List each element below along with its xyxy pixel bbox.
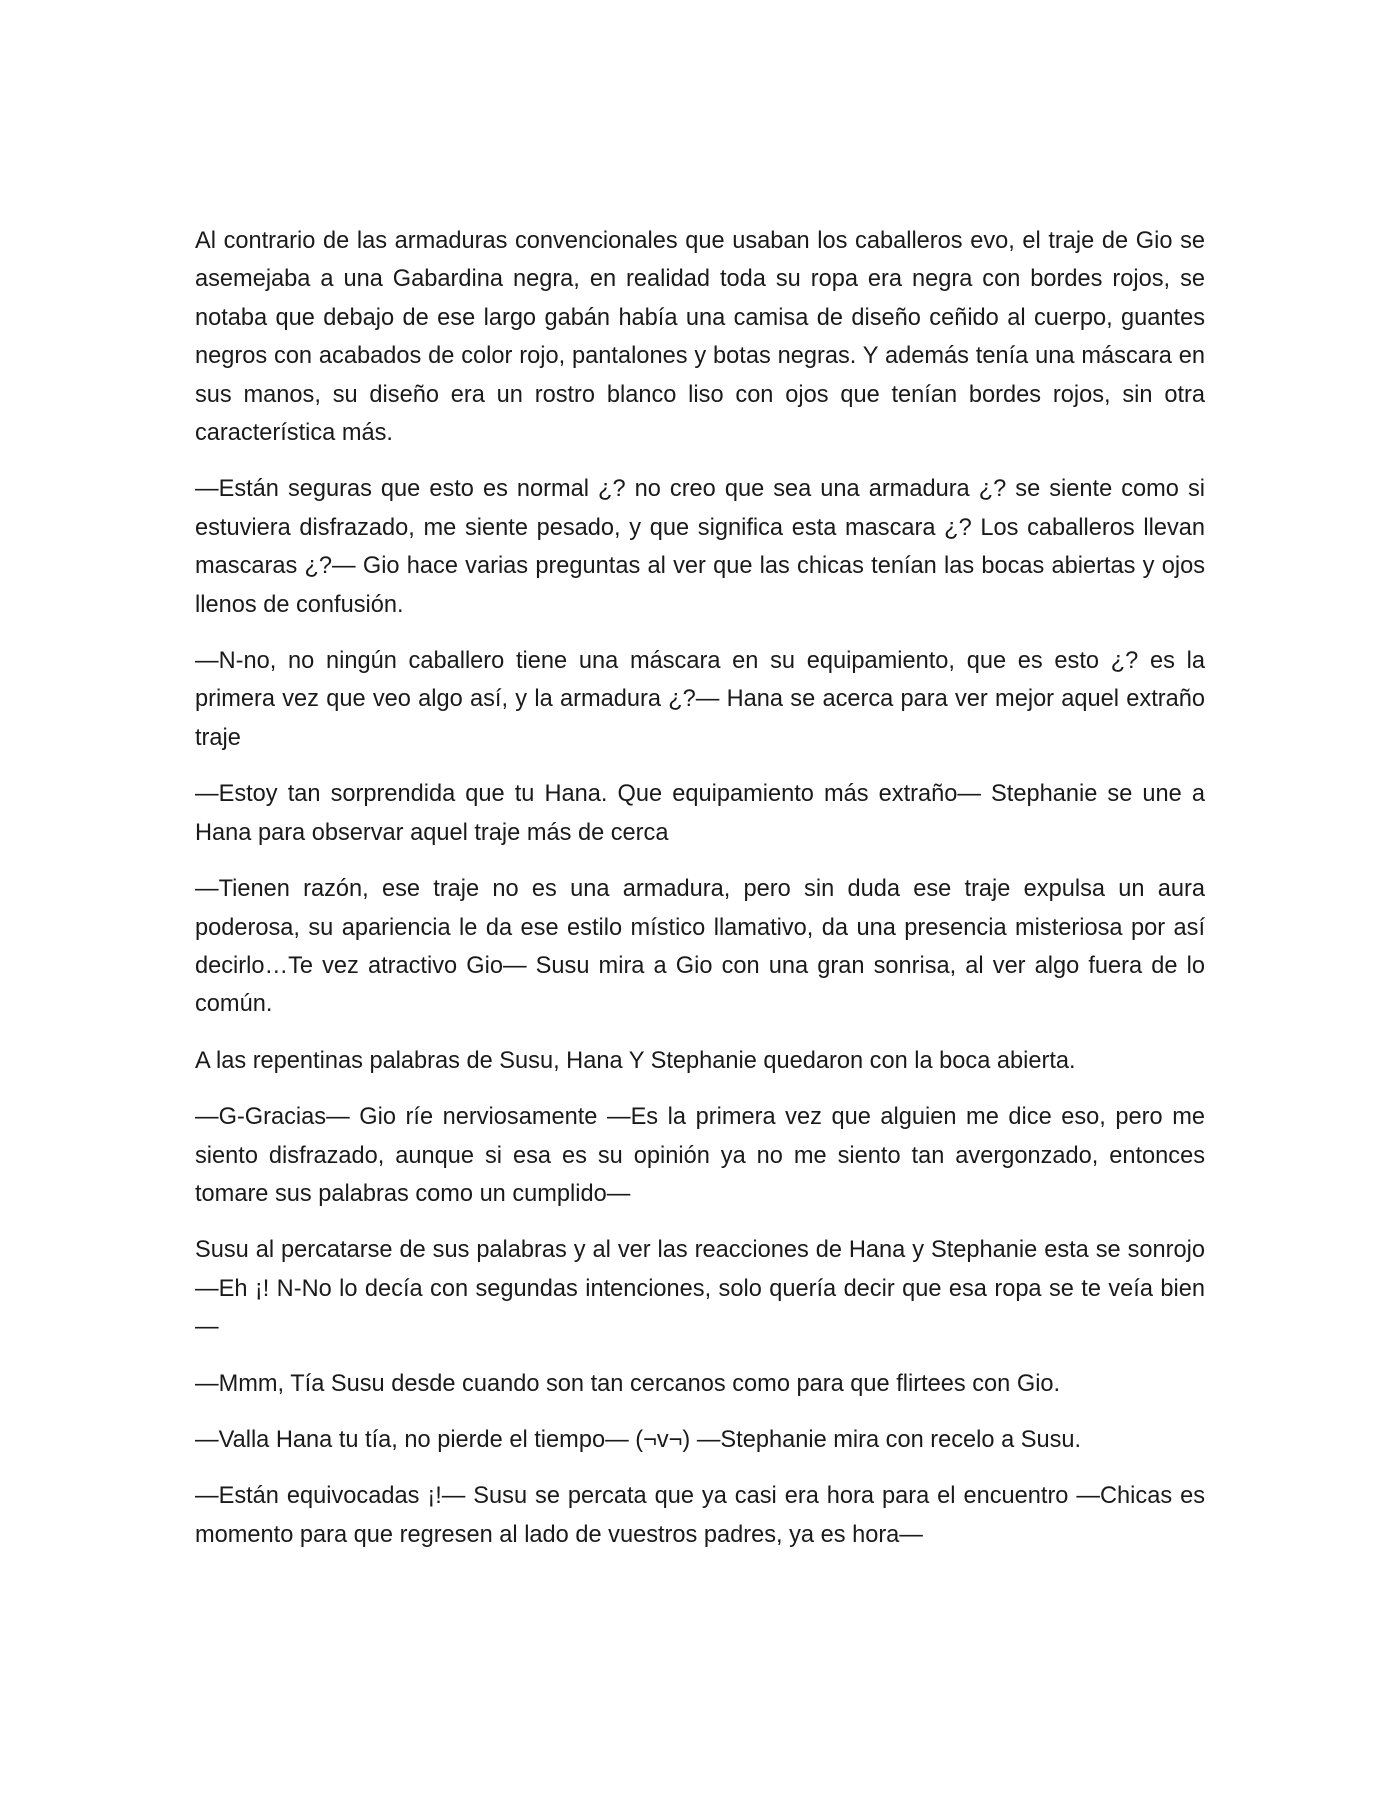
paragraph-1: Al contrario de las armaduras convencionales que usaban los caballeros evo, el traje de Gio se asemejaba a una Gabardina negra, en realidad toda su ropa era negra con bordes rojos, se notaba que debajo de ese largo gabán había una camisa de diseño ceñido al cuerpo, guantes negros con acabados de color rojo, pantalones y botas negras. Y además tenía una máscara en sus manos, su diseño era un rostro blanco liso con ojos que tenían bordes rojos, sin otra característica más. [195, 228, 1205, 447]
paragraph-6: A las repentinas palabras de Susu, Hana Y Stephanie quedaron con la boca abierta. [195, 1047, 1076, 1074]
paragraph-5: —Tienen razón, ese traje no es una armadura, pero sin duda ese traje expulsa un aura poderosa, su apariencia le da ese estilo místico llamativo, da una presencia misteriosa por así decirlo…Te vez atractivo Gio— Susu mira a Gio con una gran sonrisa, al ver algo fuera de lo común. [195, 876, 1205, 1018]
paragraph-2: —Están seguras que esto es normal ¿? no creo que sea una armadura ¿? se siente como si estuviera disfrazado, me siente pesado, y que significa esta mascara ¿? Los caballeros llevan mascaras ¿?— Gio hace varias preguntas al ver que las chicas tenían las bocas abiertas y ojos llenos de confusión. [195, 476, 1205, 618]
paragraph-10: —Valla Hana tu tía, no pierde el tiempo— (¬v¬) —Stephanie mira con recelo a Susu. [195, 1426, 1082, 1453]
paragraph-3: —N-no, no ningún caballero tiene una máscara en su equipamiento, que es esto ¿? es la primera vez que veo algo así, y la armadura ¿?— Hana se acerca para ver mejor aquel extraño traje [195, 648, 1205, 751]
paragraph-11: —Están equivocadas ¡!— Susu se percata que ya casi era hora para el encuentro —Chicas es momento para que regresen al lado de vuestros padres, ya es hora— [195, 1483, 1205, 1548]
document-page [195, 222, 1205, 1572]
paragraph-8: Susu al percatarse de sus palabras y al ver las reacciones de Hana y Stephanie esta se sonrojo —Eh ¡! N-No lo decía con segundas intenciones, solo quería decir que esa ropa se te veía bien— [195, 1237, 1205, 1341]
paragraph-7: —G-Gracias— Gio ríe nerviosamente —Es la primera vez que alguien me dice eso, pero me siento disfrazado, aunque si esa es su opinión ya no me siento tan avergonzado, entonces tomare sus palabras como un cumplido— [195, 1104, 1205, 1207]
paragraph-9: —Mmm, Tía Susu desde cuando son tan cercanos como para que flirtees con Gio. [195, 1370, 1061, 1397]
paragraph-4: —Estoy tan sorprendida que tu Hana. Que equipamiento más extraño— Stephanie se une a Hana para observar aquel traje más de cerca [195, 781, 1205, 846]
